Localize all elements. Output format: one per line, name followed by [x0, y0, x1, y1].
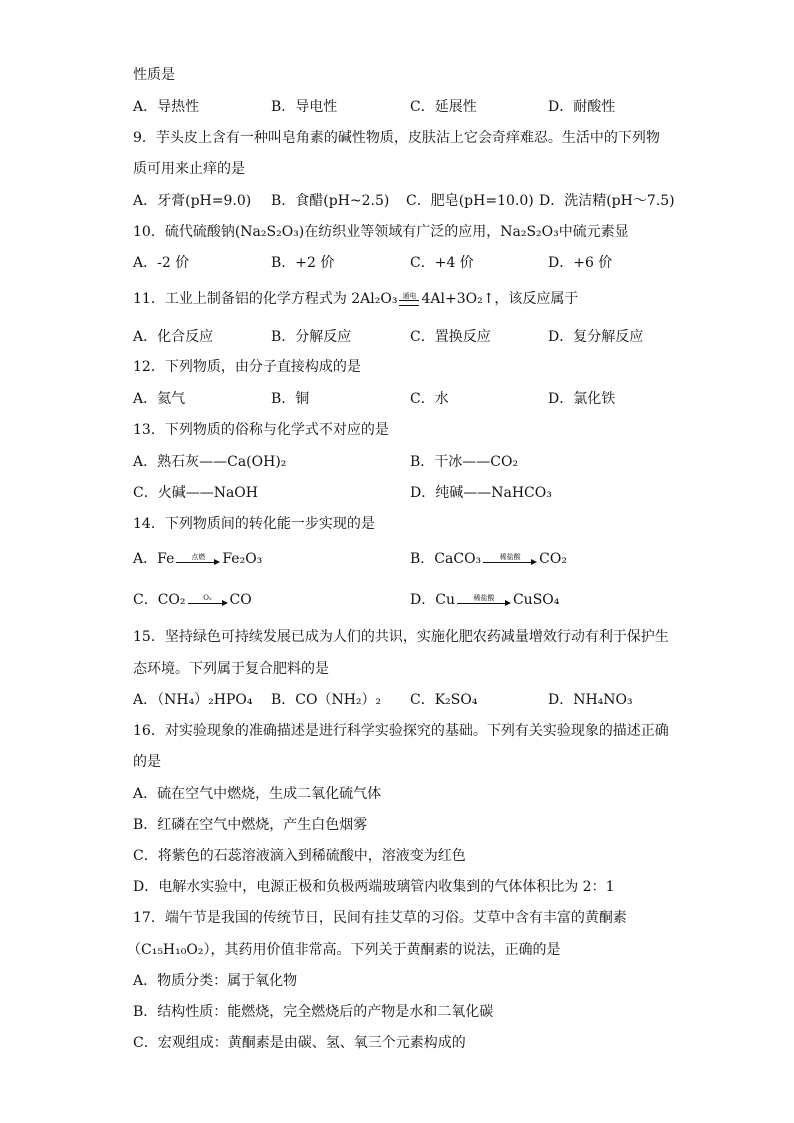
question-11-text-end: 4Al+3O₂↑，该反应属于: [421, 291, 579, 307]
option-label: C．: [133, 592, 158, 608]
option-c: [133, 591, 252, 609]
option-c: C．火碱——NaOH: [133, 485, 258, 501]
reaction-arrow: [176, 553, 220, 565]
option-b: B．分解反应: [271, 329, 352, 345]
option-b: B．CO（NH₂）₂: [271, 692, 382, 708]
question-9-stem-cont: 质可用来止痒的是: [133, 161, 245, 177]
question-17-stem-cont: （C₁₅H₁₀O₂），其药用价值非常高。下列关于黄酮素的说法，正确的是: [127, 942, 561, 958]
question-10-stem: 10．硫代硫酸钠(Na₂S₂O₃)在纺织业等领域有广泛的应用，Na₂S₂O₃中硫元素显: [133, 224, 629, 240]
arrow-icon: [457, 602, 511, 606]
option-c: C．延展性: [410, 99, 477, 115]
option-b: [410, 550, 567, 568]
option-d: D．复分解反应: [548, 329, 644, 345]
question-15-stem-cont: 态环境。下列属于复合肥料的是: [133, 661, 329, 677]
condition-label: 点燃: [191, 553, 206, 561]
option-a: [133, 550, 262, 568]
option-d: D．氯化铁: [548, 391, 616, 407]
option-d: [410, 591, 559, 609]
question-17-option-b: B．结构性质：能燃烧，完全燃烧后的产物是水和二氧化碳: [133, 1004, 494, 1020]
question-9-stem: 9．芋头皮上含有一种叫皂角素的碱性物质，皮肤沾上它会奇痒难忍。生活中的下列物: [133, 130, 660, 146]
option-d: D．洗洁精(pH～7.5): [539, 193, 675, 209]
option-label: B．: [410, 551, 435, 567]
option-c: C．水: [410, 391, 449, 407]
condition-label: 稀盐酸: [473, 594, 495, 602]
reactant: CO₂: [157, 592, 186, 608]
question-16-option-a: A．硫在空气中燃烧，生成二氧化硫气体: [133, 786, 382, 802]
reaction-arrow: [483, 553, 537, 565]
arrow-icon: [188, 602, 228, 606]
option-label: D．: [410, 592, 436, 608]
question-15-stem: 15．坚持绿色可持续发展已成为人们的共识，实施化肥农药减量增效行动有利于保护生: [133, 629, 669, 645]
option-c: C．肥皂(pH=10.0): [406, 193, 534, 209]
option-b: B．+2 价: [271, 255, 335, 271]
option-d: D．NH₄NO₃: [548, 692, 633, 708]
question-12-stem: 12．下列物质，由分子直接构成的是: [133, 359, 361, 375]
reaction-condition: [399, 292, 419, 306]
product: CO₂: [539, 551, 567, 567]
question-16-option-c: C．将紫色的石蕊溶液滴入到稀硫酸中，溶液变为红色: [133, 848, 466, 864]
question-16-option-d: D．电解水实验中，电源正极和负极两端玻璃管内收集到的气体体积比为 2：1: [133, 879, 615, 895]
option-label: A．: [133, 551, 158, 567]
option-a: A．化合反应: [133, 329, 214, 345]
condition-label: 通电: [402, 292, 417, 300]
condition-label: 稀盐酸: [499, 553, 521, 561]
question-17-option-c: C．宏观组成：黄酮素是由碳、氢、氧三个元素构成的: [133, 1035, 466, 1051]
question-11-text: 11．工业上制备铝的化学方程式为 2Al₂O₃: [133, 291, 398, 307]
option-d: D．耐酸性: [548, 99, 616, 115]
product: Fe₂O₃: [222, 551, 263, 567]
option-b: B．导电性: [271, 99, 338, 115]
question-17-option-a: A．物质分类：属于氧化物: [133, 973, 298, 989]
product: CuSO₄: [512, 592, 560, 608]
option-a: A．氦气: [133, 391, 186, 407]
question-17-stem: 17．端午节是我国的传统节日，民间有挂艾草的习俗。艾草中含有丰富的黄酮素: [133, 910, 627, 926]
option-d: D．纯碱——NaHCO₃: [410, 485, 552, 501]
reactant: Cu: [435, 592, 455, 608]
option-a: A．牙膏(pH=9.0): [133, 193, 252, 209]
condition-label: O₂: [203, 594, 212, 602]
question-16-stem: 16．对实验现象的准确描述是进行科学实验探究的基础。下列有关实验现象的描述正确: [133, 723, 669, 739]
question-16-option-b: B．红磷在空气中燃烧，产生白色烟雾: [133, 817, 368, 833]
reactant: CaCO₃: [434, 551, 482, 567]
equals-sign: [399, 300, 419, 306]
option-b: B．干冰——CO₂: [410, 454, 519, 470]
product: CO: [229, 592, 252, 608]
reactant: Fe: [157, 551, 175, 567]
option-c: C．置换反应: [410, 329, 491, 345]
reaction-arrow: [457, 594, 511, 606]
option-d: D．+6 价: [548, 255, 613, 271]
option-a: A．（NH₄）₂HPO₄: [133, 692, 253, 708]
option-b: B．铜: [271, 391, 310, 407]
question-14-stem: 14．下列物质间的转化能一步实现的是: [133, 516, 375, 532]
option-c: C．K₂SO₄: [410, 692, 478, 708]
arrow-icon: [483, 561, 537, 565]
option-a: A．导热性: [133, 99, 200, 115]
question-16-stem-cont: 的是: [133, 754, 161, 770]
reaction-arrow: [188, 594, 228, 606]
arrow-icon: [176, 561, 220, 565]
option-b: B．食醋(pH~2.5): [271, 193, 390, 209]
question-11-stem: [133, 290, 578, 308]
option-a: A．-2 价: [133, 255, 190, 271]
option-a: A．熟石灰——Ca(OH)₂: [133, 454, 287, 470]
question-13-stem: 13．下列物质的俗称与化学式不对应的是: [133, 422, 389, 438]
question-8-stem-end: 性质是: [133, 67, 175, 83]
option-c: C．+4 价: [410, 255, 474, 271]
